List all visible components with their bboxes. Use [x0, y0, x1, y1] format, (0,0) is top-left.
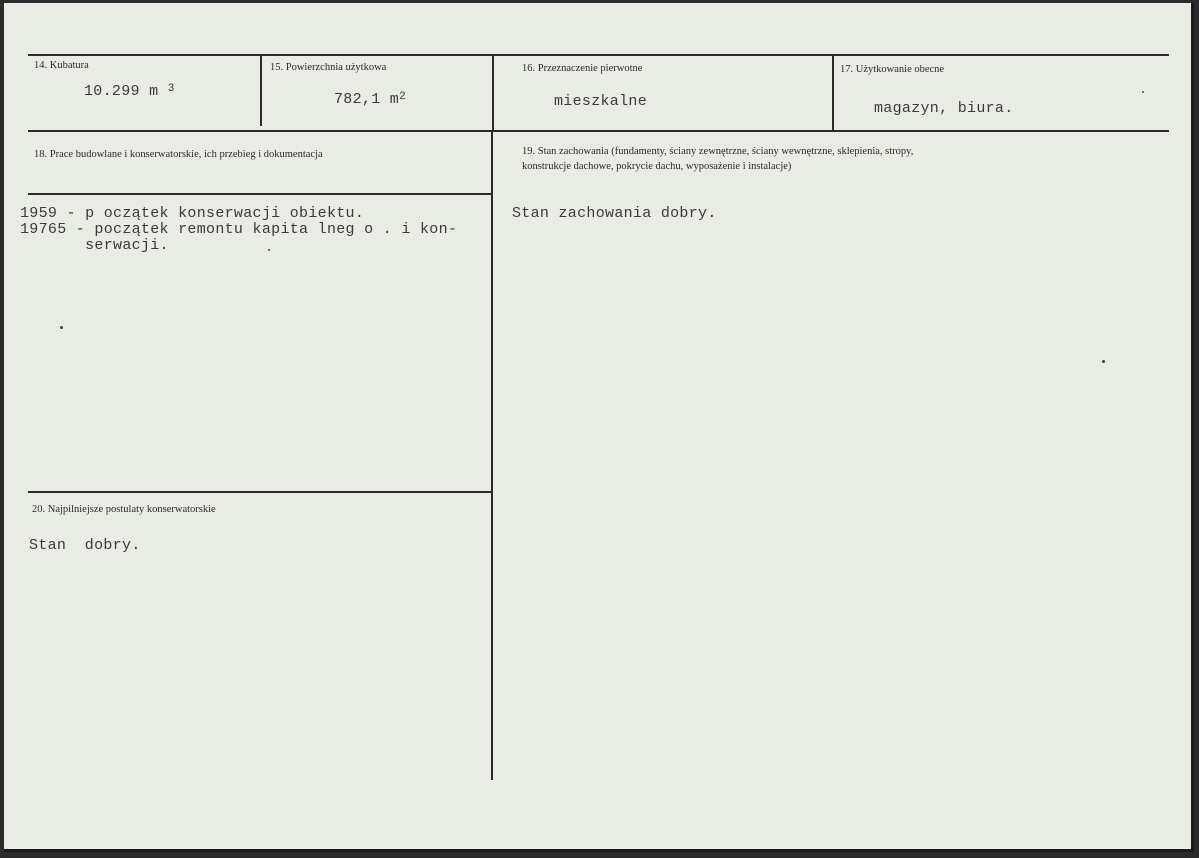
- field-15-unit-sup: 2: [399, 91, 407, 103]
- label-18-underline: [28, 193, 492, 195]
- field-19-label-line-1: 19. Stan zachowania (fundamenty, ściany zewnętrzne, ściany wewnętrzne, sklepienia, stropy,: [522, 146, 914, 157]
- field-19-label-line-2: konstrukcje dachowe, pokrycie dachu, wyposażenie i instalacje): [522, 161, 792, 172]
- field-14-number: 10.299 m: [84, 83, 159, 100]
- paper-speck: [60, 326, 63, 329]
- field-18-label: 18. Prace budowlane i konserwatorskie, ich przebieg i dokumentacja: [34, 149, 323, 160]
- field-18-line-3: serwacji.: [20, 237, 169, 254]
- field-14-value: [84, 83, 175, 100]
- divider-14-15: [260, 54, 262, 126]
- field-14-unit-sup: 3: [167, 83, 175, 95]
- field-14-label: 14. Kubatura: [34, 60, 89, 71]
- field-19-value: Stan zachowania dobry.: [512, 205, 717, 222]
- paper-speck: [268, 249, 270, 251]
- paper-speck: [1102, 360, 1105, 363]
- paper-speck: [1142, 91, 1144, 93]
- field-16-label: 16. Przeznaczenie pierwotne: [522, 63, 643, 74]
- field-20-value: Stan dobry.: [29, 537, 141, 554]
- field-15-number: 782,1 m: [334, 91, 400, 108]
- field-16-value: mieszkalne: [554, 93, 648, 110]
- divider-15-16: [492, 54, 494, 131]
- field-15-label: 15. Powierzchnia użytkowa: [270, 62, 387, 73]
- inventory-card: [4, 3, 1194, 852]
- section-20-top-rule: [28, 491, 492, 493]
- field-18-line-2: 19765 - początek remontu kapita lneg o . i kon-: [20, 221, 458, 238]
- field-17-label: 17. Użytkowanie obecne: [840, 64, 945, 75]
- field-18-line-1: 1959 - p oczątek konserwacji obiektu.: [20, 205, 365, 222]
- top-rule: [28, 54, 1169, 56]
- field-17-value: magazyn, biura.: [874, 100, 1014, 117]
- field-20-label: 20. Najpilniejsze postulaty konserwatorskie: [32, 504, 216, 515]
- divider-16-17: [832, 54, 834, 131]
- field-15-value: [334, 91, 406, 108]
- main-vertical-divider: [491, 130, 493, 780]
- header-bottom-rule: [28, 130, 1169, 132]
